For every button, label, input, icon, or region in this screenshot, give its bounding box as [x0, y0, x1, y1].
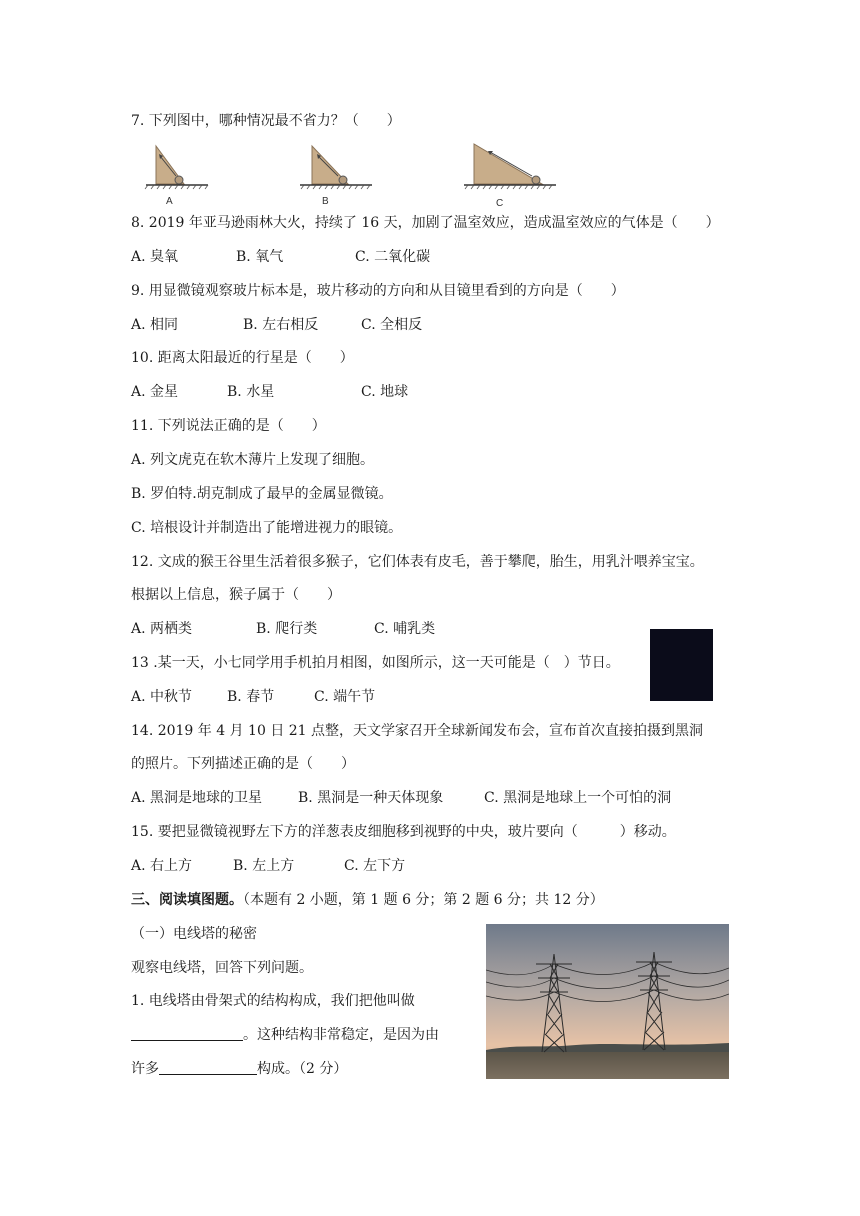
section-heading-title: 三、阅读填图题。: [131, 892, 243, 908]
q9-option-a: A. 相同: [131, 317, 179, 333]
section-heading: [131, 890, 604, 910]
incline-figure-a: [144, 142, 212, 208]
q9-option-c: C. 全相反: [361, 317, 423, 333]
q15-text: 15. 要把显微镜视野左下方的洋葱表皮细胞移到视野的中央，玻片要向（ ）移动。: [131, 824, 676, 840]
fig-label-c: C: [496, 198, 504, 209]
q7-text: 7. 下列图中，哪种情况最不省力？（ ）: [131, 113, 401, 129]
part1-intro: 观察电线塔，回答下列问题。: [131, 960, 313, 976]
q11-text: 11. 下列说法正确的是（ ）: [131, 418, 326, 434]
fig-label-a: A: [166, 196, 173, 207]
q12-option-a: A. 两栖类: [131, 621, 193, 637]
q10-text: 10. 距离太阳最近的行星是（ ）: [131, 350, 354, 366]
q14-text-line1: 14. 2019 年 4 月 10 日 21 点整，天文学家召开全球新闻发布会，宣布首次直接拍摄到黑洞: [131, 723, 704, 739]
q9-option-b: B. 左右相反: [243, 317, 319, 333]
section-heading-note: （本题有 2 小题，第 1 题 6 分；第 2 题 6 分；共 12 分）: [243, 892, 604, 908]
answer-blank-2[interactable]: [159, 1060, 257, 1075]
crescent-moon-photo: [650, 629, 713, 701]
q12-option-c: C. 哺乳类: [374, 621, 436, 637]
q11-option-c: C. 培根设计并制造出了能增进视力的眼镜。: [131, 520, 403, 536]
q11-option-b: B. 罗伯特.胡克制成了最早的金属显微镜。: [131, 486, 393, 502]
part1-q1-line2: [131, 1025, 439, 1045]
q14-option-b: B. 黑洞是一种天体现象: [298, 790, 444, 806]
q14-option-c: C. 黑洞是地球上一个可怕的洞: [484, 790, 672, 806]
q10-option-a: A. 金星: [131, 384, 179, 400]
q15-option-a: A. 右上方: [131, 858, 193, 874]
answer-blank-1[interactable]: [131, 1026, 243, 1041]
power-tower-photo: [486, 924, 729, 1079]
q11-option-a: A. 列文虎克在软木薄片上发现了细胞。: [131, 452, 375, 468]
q13-option-b: B. 春节: [227, 689, 275, 705]
part1-q1-line3: [131, 1059, 347, 1079]
q8-text: 8. 2019 年亚马逊雨林大火，持续了 16 天，加剧了温室效应，造成温室效应的气体是（ ）: [131, 215, 720, 231]
q8-option-a: A. 臭氧: [131, 249, 179, 265]
q12-option-b: B. 爬行类: [256, 621, 318, 637]
q10-option-b: B. 水星: [227, 384, 275, 400]
q14-option-a: A. 黑洞是地球的卫星: [131, 790, 263, 806]
part1-q1-line1: 1. 电线塔由骨架式的结构构成，我们把他叫做: [131, 993, 415, 1009]
q13-option-a: A. 中秋节: [131, 689, 193, 705]
q8-option-c: C. 二氧化碳: [355, 249, 431, 265]
q9-text: 9. 用显微镜观察玻片标本是，玻片移动的方向和从目镜里看到的方向是（ ）: [131, 283, 625, 299]
q14-text-line2: 的照片。下列描述正确的是（ ）: [131, 756, 355, 772]
q15-option-b: B. 左上方: [233, 858, 295, 874]
incline-figure-c: [462, 138, 562, 210]
part1-title: （一）电线塔的秘密: [131, 926, 257, 942]
part1-q1-line2-text: 。这种结构非常稳定，是因为由: [243, 1027, 439, 1043]
part1-q1-line3-post: 构成。（2 分）: [257, 1061, 348, 1077]
q12-text-line1: 12. 文成的猴王谷里生活着很多猴子，它们体表有皮毛，善于攀爬，胎生，用乳汁喂养宝宝。: [131, 554, 704, 570]
incline-figure-b: [298, 142, 378, 208]
q12-text-line2: 根据以上信息，猴子属于（ ）: [131, 587, 341, 603]
q15-option-c: C. 左下方: [344, 858, 406, 874]
fig-label-b: B: [322, 196, 329, 207]
q13-option-c: C. 端午节: [314, 689, 376, 705]
q8-option-b: B. 氧气: [236, 249, 284, 265]
q10-option-c: C. 地球: [361, 384, 409, 400]
q13-text: 13 .某一天，小七同学用手机拍月相图，如图所示，这一天可能是（ ）节日。: [131, 655, 620, 671]
part1-q1-line3-pre: 许多: [131, 1061, 159, 1077]
